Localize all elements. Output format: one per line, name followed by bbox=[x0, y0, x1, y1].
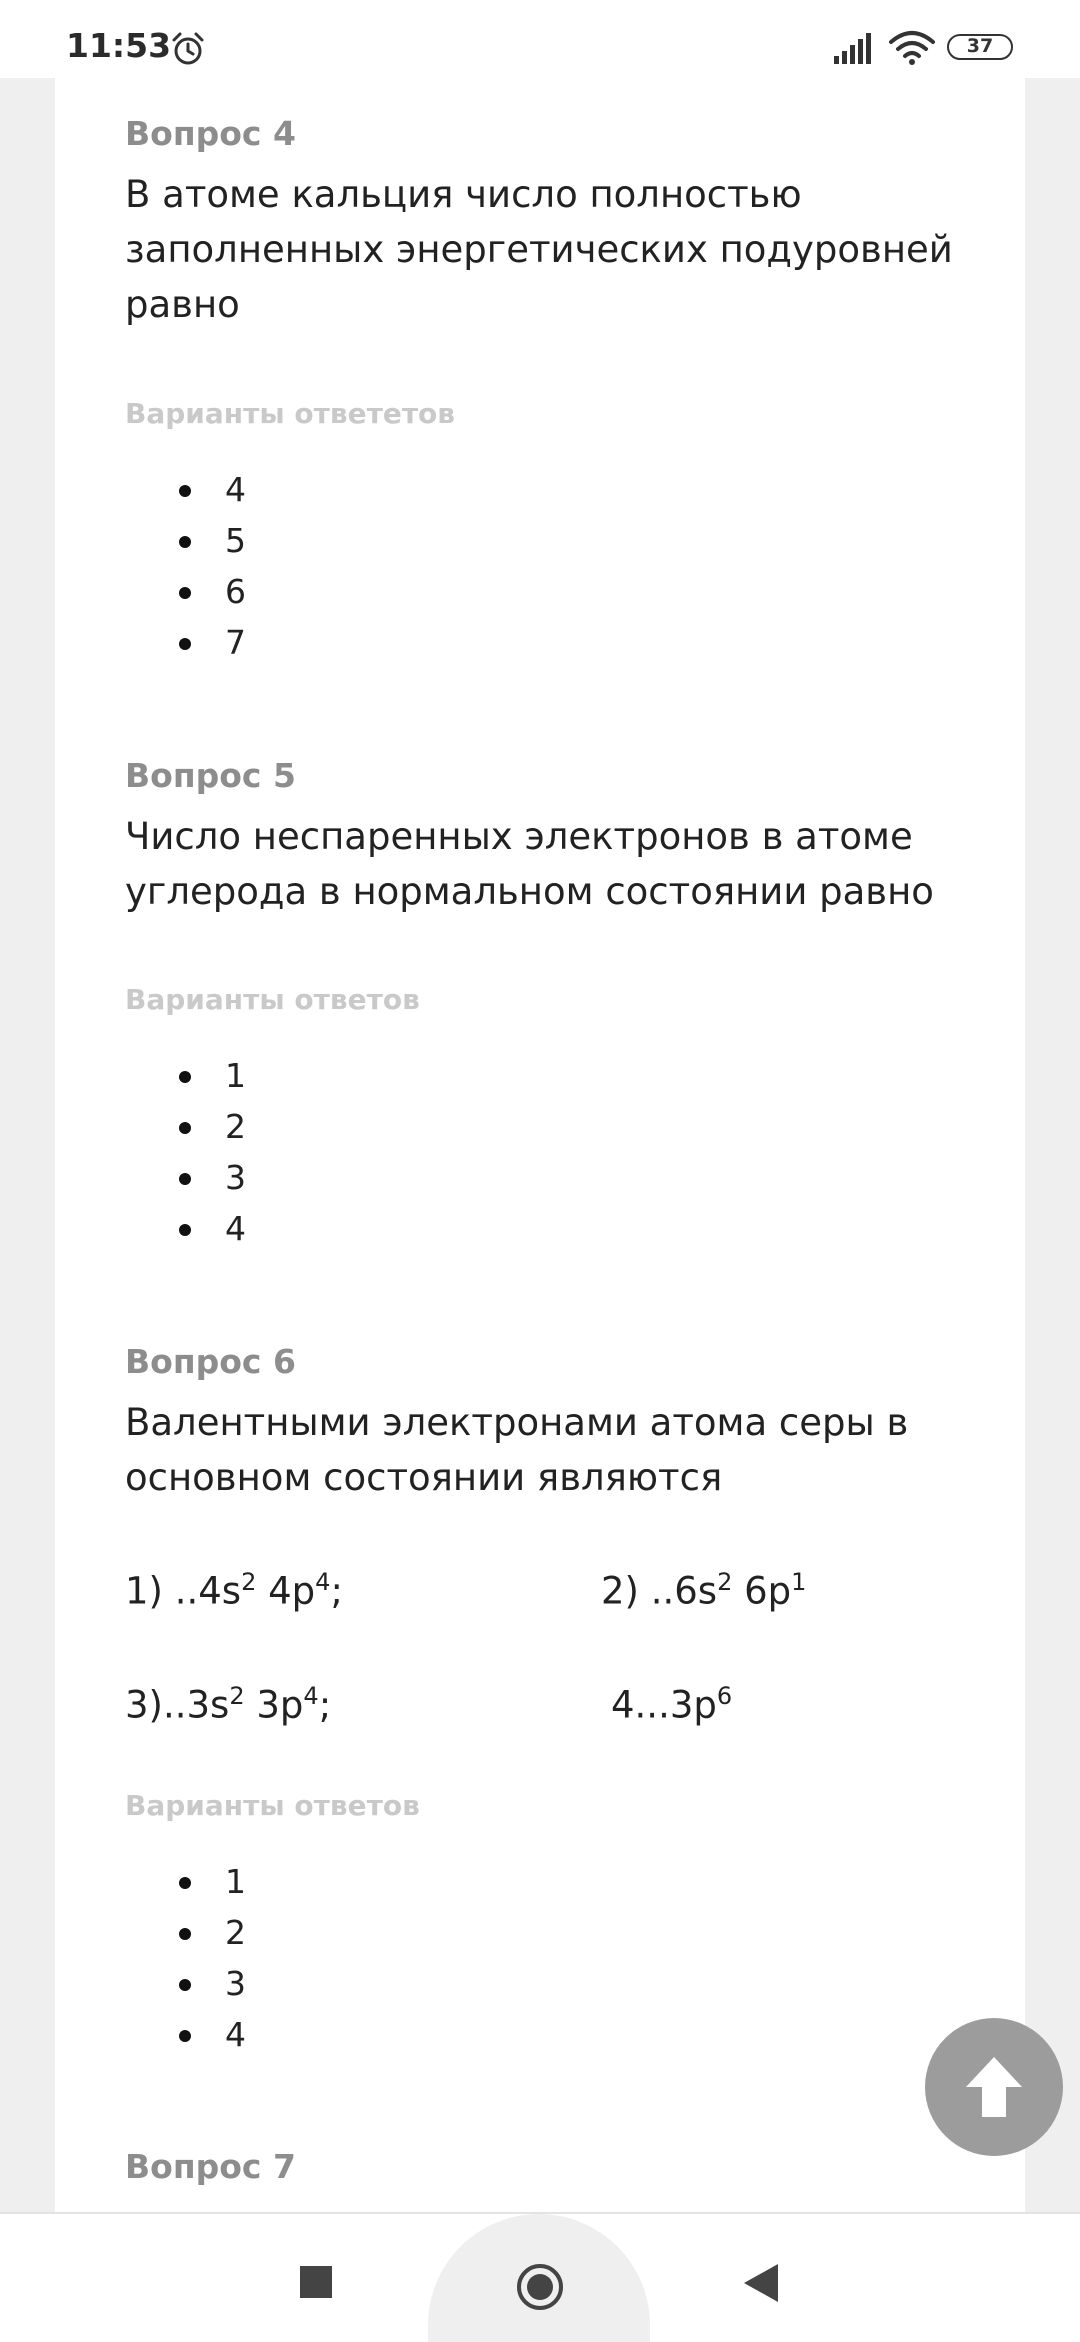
answer-item: 1 bbox=[125, 1856, 1005, 1907]
battery-indicator bbox=[947, 34, 1013, 60]
home-icon[interactable] bbox=[515, 2262, 565, 2312]
status-bar bbox=[0, 0, 1080, 78]
question-text: Число неспаренных электронов в атоме углерода в нормальном состоянии равно bbox=[125, 815, 934, 913]
variants-label: Варианты ответетов bbox=[125, 397, 456, 430]
answer-list bbox=[125, 464, 1005, 668]
answer-item: 1 bbox=[125, 1050, 1005, 1101]
question-text: Валентными электронами атома серы в основном состоянии являются bbox=[125, 1401, 909, 1499]
question-5 bbox=[125, 756, 1005, 919]
answer-item: 4 bbox=[125, 464, 1005, 515]
answer-item: 2 bbox=[125, 1101, 1005, 1152]
question-4 bbox=[125, 114, 1005, 332]
answer-item: 3 bbox=[125, 1958, 1005, 2009]
variants-label: Варианты ответов bbox=[125, 983, 420, 1016]
question-header: Вопрос 7 bbox=[125, 2147, 296, 2186]
signal-strength-icon bbox=[834, 32, 874, 64]
recent-apps-icon[interactable] bbox=[300, 2266, 332, 2298]
question-header: Вопрос 4 bbox=[125, 114, 296, 153]
answer-item: 2 bbox=[125, 1907, 1005, 1958]
option-4: $4...3p^6$ bbox=[611, 1682, 733, 1727]
question-header: Вопрос 6 bbox=[125, 1342, 296, 1381]
option-1: 1) $..4s^2$ $4p^4$; bbox=[125, 1568, 343, 1613]
answer-item: 5 bbox=[125, 515, 1005, 566]
wifi-icon bbox=[888, 30, 936, 66]
question-7 bbox=[125, 2147, 1005, 2186]
option-2: 2) $..6s^2$ $6p^1$ bbox=[601, 1568, 807, 1613]
answer-item: 6 bbox=[125, 566, 1005, 617]
back-icon[interactable] bbox=[742, 2262, 780, 2304]
answer-item: 4 bbox=[125, 1203, 1005, 1254]
answer-list bbox=[125, 1856, 1005, 2060]
answer-item: 3 bbox=[125, 1152, 1005, 1203]
variants-label: Варианты ответов bbox=[125, 1789, 420, 1822]
question-6 bbox=[125, 1342, 1005, 1505]
arrow-up-icon bbox=[964, 2055, 1024, 2119]
battery-level: 37 bbox=[966, 35, 994, 57]
option-3: $3)..3s^2$ $3p^4$; bbox=[125, 1682, 332, 1727]
scroll-to-top-button[interactable] bbox=[925, 2018, 1063, 2156]
answer-item: 7 bbox=[125, 617, 1005, 668]
content-card bbox=[55, 78, 1025, 2213]
alarm-clock-icon bbox=[170, 31, 206, 67]
question-header: Вопрос 5 bbox=[125, 756, 296, 795]
navigation-bar bbox=[0, 2212, 1080, 2342]
status-time: 11:53 bbox=[66, 26, 172, 65]
question-text: В атоме кальция число полностью заполненных энергетических подуровней равно bbox=[125, 173, 953, 326]
answer-list bbox=[125, 1050, 1005, 1254]
answer-item: 4 bbox=[125, 2009, 1005, 2060]
